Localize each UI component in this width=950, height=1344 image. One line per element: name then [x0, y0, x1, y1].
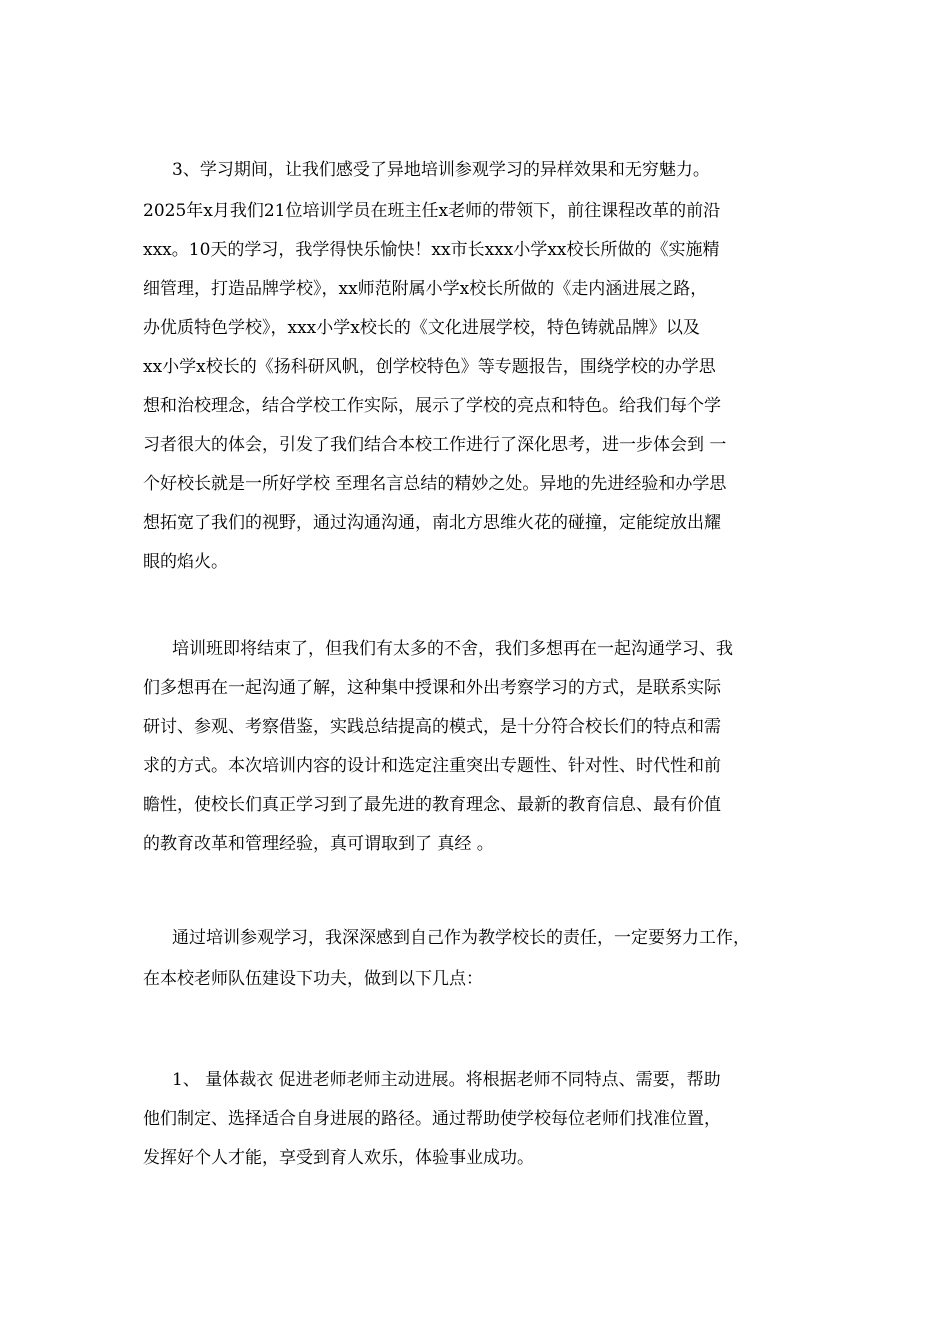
paragraph-2-line-1: 培训班即将结束了，但我们有太多的不舍，我们多想再在一起沟通学习、我 — [172, 639, 733, 659]
paragraph-1-line-6: xx小学x校长的《扬科研风帆，创学校特色》等专题报告，围绕学校的办学思 — [143, 357, 716, 377]
paragraph-1-line-10: 想拓宽了我们的视野，通过沟通沟通，南北方思维火花的碰撞，定能绽放出耀 — [143, 513, 721, 533]
paragraph-3-line-2: 在本校老师队伍建设下功夫，做到以下几点： — [143, 969, 483, 989]
paragraph-2-line-3: 研讨、参观、考察借鉴，实践总结提高的模式，是十分符合校长们的特点和需 — [143, 717, 721, 737]
paragraph-1-line-7: 想和治校理念，结合学校工作实际，展示了学校的亮点和特色。给我们每个学 — [143, 396, 721, 416]
paragraph-1-line-4: 细管理，打造品牌学校》，xx师范附属小学x校长所做的《走内涵进展之路， — [143, 279, 708, 299]
paragraph-1-line-3: xxx。10天的学习，我学得快乐愉快！xx市长xxx小学xx校长所做的《实施精 — [143, 240, 720, 260]
paragraph-4-line-2: 他们制定、选择适合自身进展的路径。通过帮助使学校每位老师们找准位置， — [143, 1109, 721, 1129]
paragraph-2-line-5: 瞻性，使校长们真正学习到了最先进的教育理念、最新的教育信息、最有价值 — [143, 795, 721, 815]
paragraph-1-line-11: 眼的焰火。 — [143, 552, 228, 572]
paragraph-2-line-2: 们多想再在一起沟通了解，这种集中授课和外出考察学习的方式，是联系实际 — [143, 678, 721, 698]
paragraph-1-line-8: 习者很大的体会，引发了我们结合本校工作进行了深化思考，进一步体会到 一 — [143, 435, 727, 455]
paragraph-1-line-2: 2025年x月我们21位培训学员在班主任x老师的带领下，前往课程改革的前沿 — [143, 201, 721, 221]
paragraph-4-line-1: 1、 量体裁衣 促进老师老师主动进展。将根据老师不同特点、需要，帮助 — [172, 1070, 721, 1090]
paragraph-2-line-6: 的教育改革和管理经验，真可谓取到了 真经 。 — [143, 834, 494, 854]
paragraph-4-line-3: 发挥好个人才能，享受到育人欢乐，体验事业成功。 — [143, 1148, 534, 1168]
paragraph-3-line-1: 通过培训参观学习，我深深感到自己作为教学校长的责任，一定要努力工作， — [172, 928, 750, 948]
paragraph-1-line-9: 个好校长就是一所好学校 至理名言总结的精妙之处。异地的先进经验和办学思 — [143, 474, 727, 494]
paragraph-1-line-5: 办优质特色学校》，xxx小学x校长的《文化进展学校，特色铸就品牌》以及 — [143, 318, 700, 338]
paragraph-2-line-4: 求的方式。本次培训内容的设计和选定注重突出专题性、针对性、时代性和前 — [143, 756, 721, 776]
paragraph-1-line-1: 3、学习期间，让我们感受了异地培训参观学习的异样效果和无穷魅力。 — [172, 160, 710, 180]
